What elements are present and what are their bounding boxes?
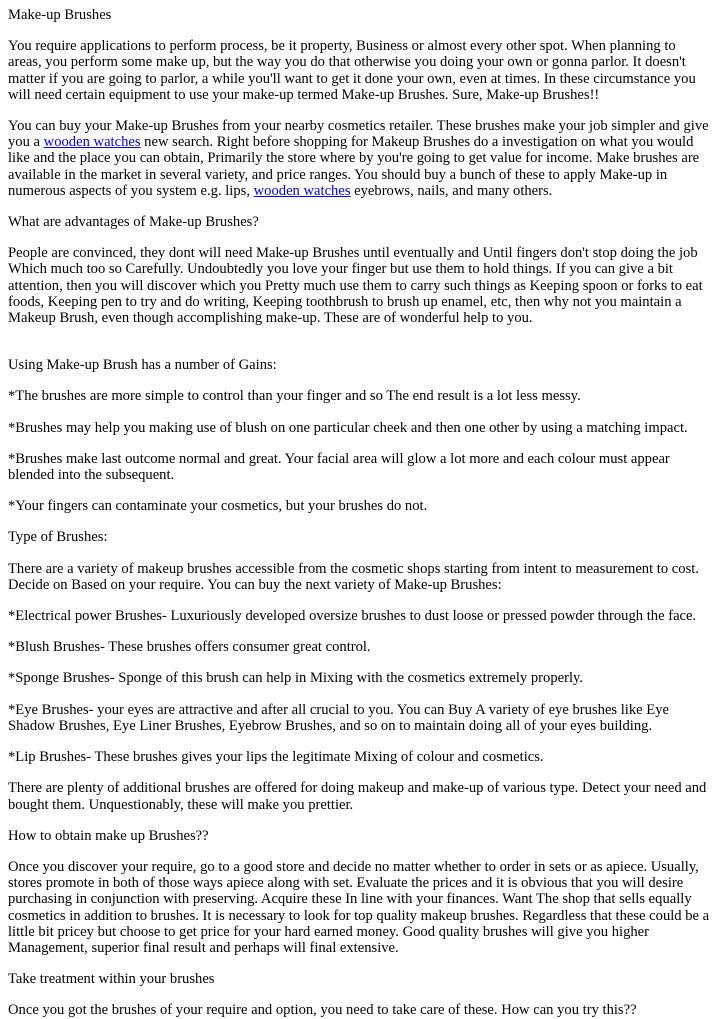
intro-paragraph: You require applications to perform process, be it property, Business or almost every other spot. When planning to areas, you perform some make up, but the way you do that otherwise you doing your own or gonna parlor. It doesn't matter if you are going to parlor, a while you'll want to get it done your own, even at times. In these circumstance you will need certain equipment to use your make-up termed Make-up Brushes. Sure, Make-up Brushes!! bbox=[8, 38, 696, 103]
brush-type-item: *Lip Brushes- These brushes gives your lips the legitimate Mixing of colour and cosmetics. bbox=[8, 749, 544, 766]
shopping-text-1: You can buy your Make-up Brushes from your nearby cosmetics retailer. These brushes make your job simpler and give you a bbox=[8, 118, 709, 151]
obtain-heading: How to obtain make up Brushes?? bbox=[8, 827, 209, 844]
shopping-text-2: new search. Right before shopping for Makeup Brushes do a investigation on what you would like and the place you can obtain, Primarily the store where by you're going to get value for income. Make brushes are available in the market in several variety, and price ranges. You should buy a bunch of these to apply Make-up in numerous aspects of you system e.g. lips, bbox=[8, 134, 700, 199]
care-heading: Take treatment within your brushes bbox=[8, 971, 215, 988]
shopping-text-3: eyebrows, nails, and many others. bbox=[350, 182, 553, 199]
gains-heading: Using Make-up Brush has a number of Gains: bbox=[8, 357, 277, 374]
gain-item: *The brushes are more simple to control than your finger and so The end result is a lot less messy. bbox=[8, 388, 581, 405]
brush-type-item: *Blush Brushes- These brushes offers consumer great control. bbox=[8, 639, 371, 656]
advantages-paragraph: People are convinced, they dont will need Make-up Brushes until eventually and Until fingers don't stop doing the job Which much too so Carefully. Undoubtedly you love your finger but use them to hold things. If you can give a bit attention, then you will discover which you Pretty much use them to carry such things as Keeping spoon or forks to eat foods, Keeping pen to try and do writing, Keeping toothbrush to brush up enamel, etc, then why not you maintain a Makeup Brush, even though accomplishing make-up. These are of wonderful help to you. bbox=[8, 245, 703, 327]
page-title: Make-up Brushes bbox=[8, 7, 112, 23]
obtain-paragraph: Once you discover your require, go to a good store and decide no matter whether to order in sets or as apiece. Usually, stores promote in both of those ways apiece along with set. Evaluate the prices and it is obvious that you will desire purchasing in conjunction with preserving. Acquire these In line with your finances. Want The shop that sells equally cosmetics in addition to brushes. It is necessary to look for top quality makeup brushes. Regardless that these could be a little bit pricey but choose to get price for your hard earned money. Good quality brushes will give you higher Management, superior final result and perhaps will final extensive. bbox=[8, 858, 710, 956]
types-intro-paragraph: There are a variety of makeup brushes accessible from the cosmetic shops starting from intent to measurement to cost. Decide on Based on your require. You can buy the next variety of Make-up Brushes: bbox=[8, 560, 699, 593]
advantages-heading: What are advantages of Make-up Brushes? bbox=[8, 214, 259, 231]
gain-item: *Brushes may help you making use of blush on one particular cheek and then one other by using a matching impact. bbox=[8, 419, 688, 436]
wooden-watches-link-1[interactable]: wooden watches bbox=[43, 134, 141, 151]
gain-item: *Brushes make last outcome normal and great. Your facial area will glow a lot more and each colour must appear blended into the subsequent. bbox=[8, 450, 670, 484]
gain-item: *Your fingers can contaminate your cosmetics, but your brushes do not. bbox=[8, 498, 428, 515]
care-paragraph: Once you got the brushes of your require and option, you need to take care of these. How can you try this?? bbox=[8, 1002, 637, 1019]
types-heading: Type of Brushes: bbox=[8, 529, 108, 546]
brush-type-item: *Electrical power Brushes- Luxuriously developed oversize brushes to dust loose or pressed powder through the face. bbox=[8, 608, 697, 625]
wooden-watches-link-2[interactable]: wooden watches bbox=[253, 182, 351, 199]
brush-type-item: *Eye Brushes- your eyes are attractive and after all crucial to you. You can Buy A variety of eye brushes like Eye Shadow Brushes, Eye Liner Brushes, Eyebrow Brushes, and so on to maintain doing all of your eyes building. bbox=[8, 701, 669, 734]
brush-type-item: *Sponge Brushes- Sponge of this brush can help in Mixing with the cosmetics extremely properly. bbox=[8, 670, 584, 687]
shopping-paragraph bbox=[8, 118, 712, 199]
more-brushes-paragraph: There are plenty of additional brushes are offered for doing makeup and make-up of various type. Detect your need and bought them. Unquestionably, these will make you prettier. bbox=[8, 780, 707, 813]
